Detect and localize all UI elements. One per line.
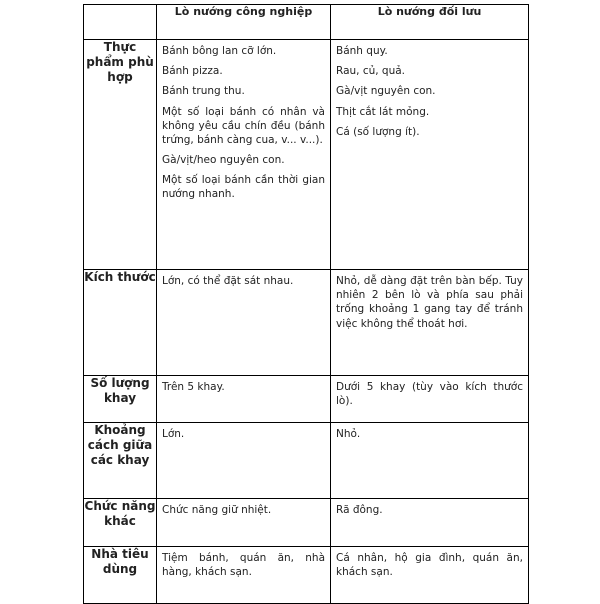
row-label-tray-count: Số lượng khay — [84, 376, 157, 423]
list-item: Thịt cắt lát mỏng. — [336, 105, 430, 118]
table-row — [84, 270, 529, 376]
list-item: Một số loại bánh cần thời gian nướng nhanh. — [162, 174, 325, 201]
header-empty — [84, 5, 157, 40]
list-item: Một số loại bánh có nhân và không yêu cầu chín đều (bánh trứng, bánh càng cua, v... v...). — [162, 105, 325, 146]
table-row — [84, 40, 529, 270]
list-item: Gà/vịt nguyên con. — [336, 85, 436, 98]
list-item: Rã đông. — [336, 504, 383, 516]
list-item: Gà/vịt/heo nguyên con. — [162, 154, 285, 167]
list-item: Cá (số lượng ít). — [336, 125, 420, 138]
table-row — [84, 423, 529, 499]
row-label-consumers: Nhà tiêu dùng — [84, 547, 157, 604]
list-item: Bánh quy. — [336, 45, 388, 57]
header-convection-oven: Lò nướng đối lưu — [331, 5, 529, 40]
table-row — [84, 376, 529, 423]
cell-industrial-other-functions — [157, 499, 331, 547]
header-industrial-oven: Lò nướng công nghiệp — [157, 5, 331, 40]
cell-industrial-consumers — [157, 547, 331, 604]
table-row — [84, 547, 529, 604]
list-item: Trên 5 khay. — [162, 381, 225, 393]
cell-convection-tray-count — [331, 376, 529, 423]
list-item: Cá nhân, hộ gia đình, quán ăn, khách sạn. — [336, 552, 523, 579]
comparison-table — [83, 4, 529, 604]
list-item: Chức năng giữ nhiệt. — [162, 504, 272, 516]
row-label-other-functions: Chức năng khác — [84, 499, 157, 547]
list-item: Lớn. — [162, 428, 185, 440]
list-item: Bánh trung thu. — [162, 85, 245, 98]
row-label-size: Kích thước — [84, 270, 157, 376]
list-item: Lớn, có thể đặt sát nhau. — [162, 275, 294, 287]
list-item: Nhỏ. — [336, 428, 361, 440]
list-item: Rau, củ, quả. — [336, 65, 406, 78]
cell-industrial-size — [157, 270, 331, 376]
list-item: Tiệm bánh, quán ăn, nhà hàng, khách sạn. — [162, 552, 325, 579]
list-item: Dưới 5 khay (tùy vào kích thước lò). — [336, 381, 523, 408]
cell-industrial-suitable-food — [157, 40, 331, 270]
table-row — [84, 499, 529, 547]
list-item: Bánh pizza. — [162, 65, 223, 78]
cell-industrial-tray-count — [157, 376, 331, 423]
cell-convection-suitable-food — [331, 40, 529, 270]
cell-convection-tray-spacing — [331, 423, 529, 499]
table-header-row — [84, 5, 529, 40]
cell-convection-size — [331, 270, 529, 376]
row-label-tray-spacing: Khoảng cách giữa các khay — [84, 423, 157, 499]
cell-convection-consumers — [331, 547, 529, 604]
list-item: Bánh bông lan cỡ lớn. — [162, 45, 277, 57]
row-label-suitable-food: Thực phẩm phù hợp — [84, 40, 157, 270]
cell-industrial-tray-spacing — [157, 423, 331, 499]
cell-convection-other-functions — [331, 499, 529, 547]
list-item: Nhỏ, dễ dàng đặt trên bàn bếp. Tuy nhiên 2 bên lò và phía sau phải trống khoảng 1 gang tay để tránh việc không thể thoát hơi. — [336, 275, 523, 330]
